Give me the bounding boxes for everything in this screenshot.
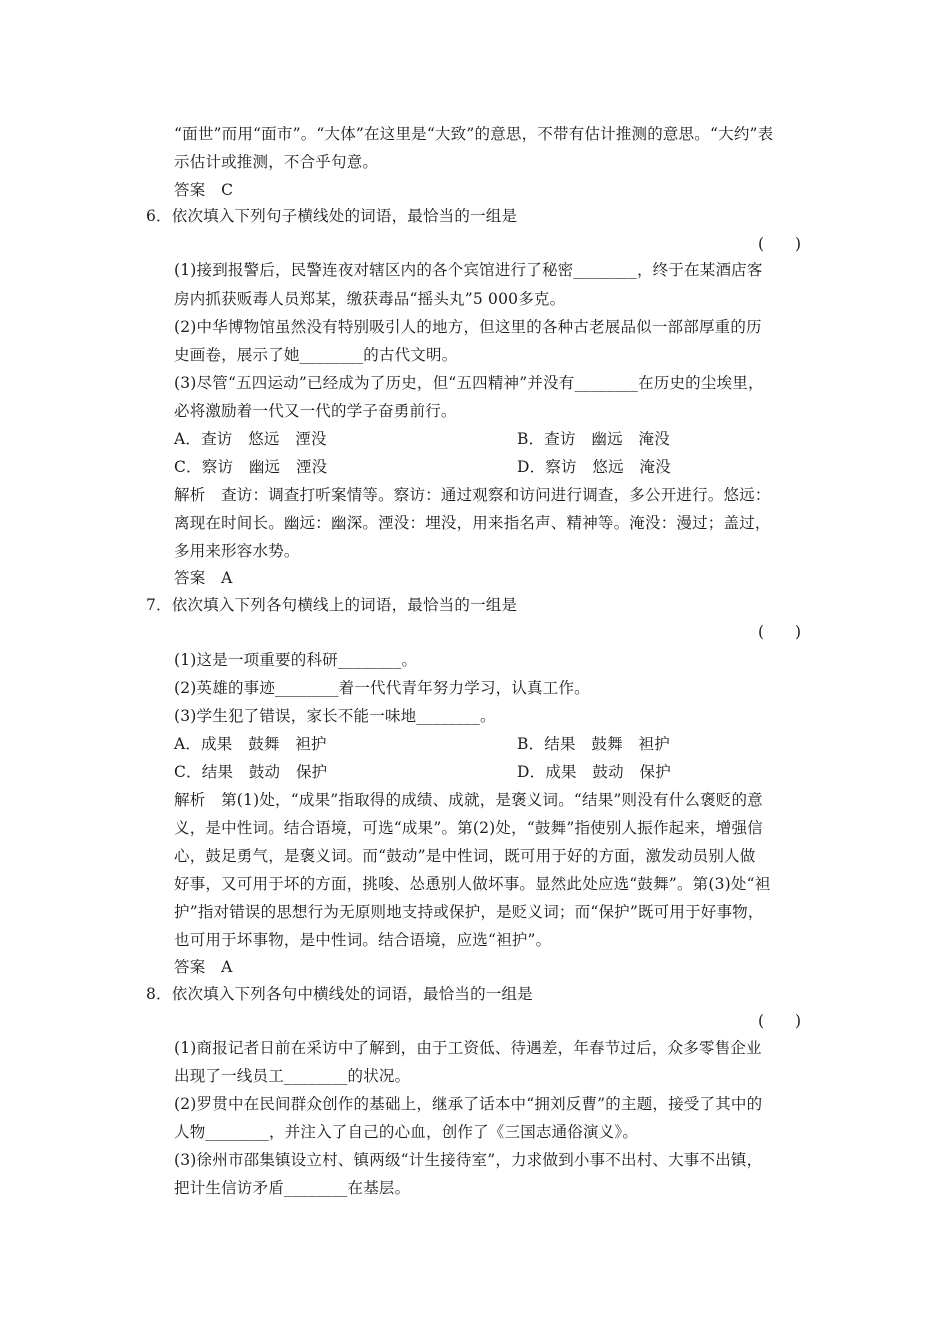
q6-line-6: 必将激励着一代又一代的学子奋勇前行。	[174, 402, 457, 420]
q7-stem: 7．依次填入下列各句横线上的词语，最恰当的一组是	[146, 596, 518, 614]
q7-option-a: A．成果 鼓舞 袒护	[174, 735, 327, 753]
q6-analysis-line-1: 解析 查访：调查打听案情等。察访：通过观察和访问进行调查，多公开进行。悠远：	[174, 486, 771, 504]
q6-line-1: (1)接到报警后，民警连夜对辖区内的各个宾馆进行了秘密________，终于在某酒店客	[174, 261, 763, 279]
q6-analysis-line-3: 多用来形容水势。	[174, 542, 300, 560]
q8-line-5: (3)徐州市邵集镇设立村、镇两级“计生接待室”，力求做到小事不出村、大事不出镇，	[174, 1151, 763, 1169]
q6-line-4: 史画卷，展示了她________的古代文明。	[174, 346, 458, 364]
q7-answer-paren: ( )	[758, 623, 802, 641]
q7-line-3: (3)学生犯了错误，家长不能一味地________。	[174, 707, 496, 725]
q6-answer: 答案 A	[174, 569, 233, 587]
q6-line-5: (3)尽管“五四运动”已经成为了历史，但“五四精神”并没有________在历史的尘埃里，	[174, 374, 764, 392]
q6-option-c: C．察访 幽远 湮没	[174, 458, 328, 476]
q8-answer-paren: ( )	[758, 1012, 802, 1030]
q6-answer-paren: ( )	[758, 235, 802, 253]
q8-line-1: (1)商报记者日前在采访中了解到，由于工资低、待遇差，年春节过后，众多零售企业	[174, 1039, 762, 1057]
q7-option-d: D．成果 鼓动 保护	[517, 763, 671, 781]
q7-line-2: (2)英雄的事迹________着一代代青年努力学习，认真工作。	[174, 679, 590, 697]
q8-stem: 8．依次填入下列各句中横线处的词语，最恰当的一组是	[146, 985, 533, 1003]
q6-option-a: A．查访 悠远 湮没	[174, 430, 327, 448]
q7-option-c: C．结果 鼓动 保护	[174, 763, 328, 781]
prev-answer: 答案 C	[174, 181, 234, 199]
q7-line-1: (1)这是一项重要的科研________。	[174, 651, 418, 669]
q7-analysis-line-2: 义，是中性词。结合语境，可选“成果”。第(2)处，“鼓舞”指使别人振作起来，增强信	[174, 819, 763, 837]
q6-line-3: (2)中华博物馆虽然没有特别吸引人的地方，但这里的各种古老展品似一部部厚重的历	[174, 318, 762, 336]
q7-analysis-line-1: 解析 第(1)处，“成果”指取得的成绩、成就，是褒义词。“结果”则没有什么褒贬的意	[174, 791, 763, 809]
q7-answer: 答案 A	[174, 958, 233, 976]
q6-stem: 6．依次填入下列句子横线处的词语，最恰当的一组是	[146, 207, 518, 225]
q7-analysis-line-4: 好事，又可用于坏的方面，挑唆、怂恿别人做坏事。显然此处应选“鼓舞”。第(3)处“袒	[174, 875, 771, 893]
prev-analysis-line-1: “面世”而用“面市”。“大体”在这里是“大致”的意思，不带有估计推测的意思。“大约”表	[174, 125, 774, 143]
q7-analysis-line-3: 心，鼓足勇气，是褒义词。而“鼓动”是中性词，既可用于好的方面，激发动员别人做	[174, 847, 756, 865]
q7-analysis-line-5: 护”指对错误的思想行为无原则地支持或保护，是贬义词；而“保护”既可用于好事物，	[174, 903, 764, 921]
q8-line-6: 把计生信访矛盾________在基层。	[174, 1179, 411, 1197]
q7-analysis-line-6: 也可用于坏事物，是中性词。结合语境，应选“袒护”。	[174, 931, 552, 949]
q6-analysis-line-2: 离现在时间长。幽远：幽深。湮没：埋没，用来指名声、精神等。淹没：漫过；盖过，	[174, 514, 771, 532]
prev-analysis-line-2: 示估计或推测，不合乎句意。	[174, 153, 379, 171]
q6-option-d: D．察访 悠远 淹没	[517, 458, 671, 476]
q7-option-b: B．结果 鼓舞 袒护	[517, 735, 670, 753]
q6-option-b: B．查访 幽远 淹没	[517, 430, 670, 448]
q8-line-2: 出现了一线员工________的状况。	[174, 1067, 411, 1085]
q8-line-4: 人物________，并注入了自己的心血，创作了《三国志通俗演义》。	[174, 1123, 639, 1141]
q6-line-2: 房内抓获贩毒人员郑某，缴获毒品“摇头丸”5 000多克。	[174, 290, 566, 308]
q8-line-3: (2)罗贯中在民间群众创作的基础上，继承了话本中“拥刘反曹”的主题，接受了其中的	[174, 1095, 763, 1113]
